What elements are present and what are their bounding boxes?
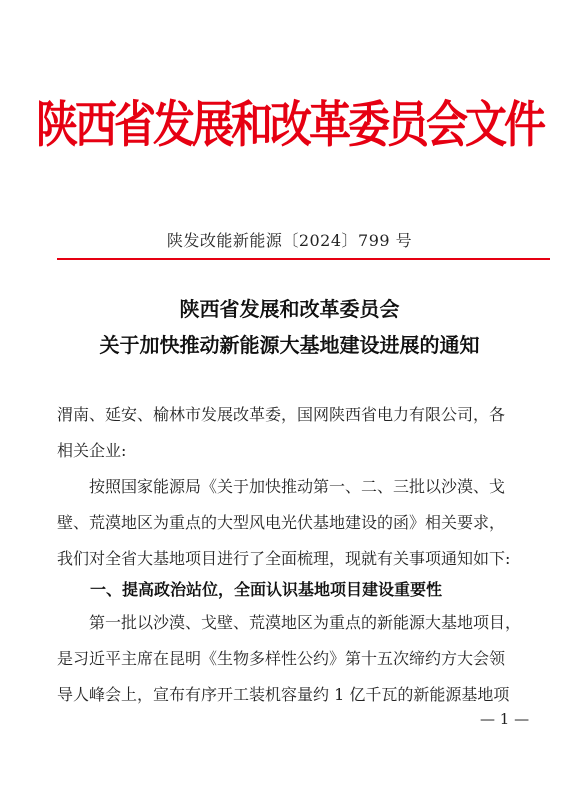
- body-line-intro-1: 按照国家能源局《关于加快推动第一、二、三批以沙漠、戈: [57, 477, 506, 496]
- page-number: — 1 —: [480, 710, 530, 728]
- body-line-addressees: 渭南、延安、榆林市发展改革委，国网陕西省电力有限公司，各: [57, 405, 506, 424]
- body-line-intro-2: 壁、荒漠地区为重点的大型风电光伏基地建设的函》相关要求，: [57, 513, 506, 532]
- section-heading-1: 一、提高政治站位，全面认识基地项目建设重要性: [90, 580, 443, 599]
- document-number: 陕发改能新能源〔2024〕799 号: [166, 231, 413, 250]
- body-line-intro-3: 我们对全省大基地项目进行了全面梳理，现就有关事项通知如下:: [57, 549, 511, 568]
- section1-line-1: 第一批以沙漠、戈壁、荒漠地区为重点的新能源大基地项目，: [57, 613, 522, 632]
- section1-line-3: 导人峰会上，宣布有序开工装机容量约 1 亿千瓦的新能源基地项: [57, 685, 510, 704]
- section1-line-2: 是习近平主席在昆明《生物多样性公约》第十五次缔约方大会领: [57, 649, 506, 668]
- red-separator-line: [57, 258, 550, 260]
- document-title-line-1: 陕西省发展和改革委员会: [179, 297, 400, 321]
- body-line-addressees-cont: 相关企业:: [57, 441, 127, 460]
- document-title-line-2: 关于加快推动新能源大基地建设进展的通知: [99, 333, 480, 357]
- issuing-organization-header: 陕西省发展和改革委员会文件: [35, 95, 543, 154]
